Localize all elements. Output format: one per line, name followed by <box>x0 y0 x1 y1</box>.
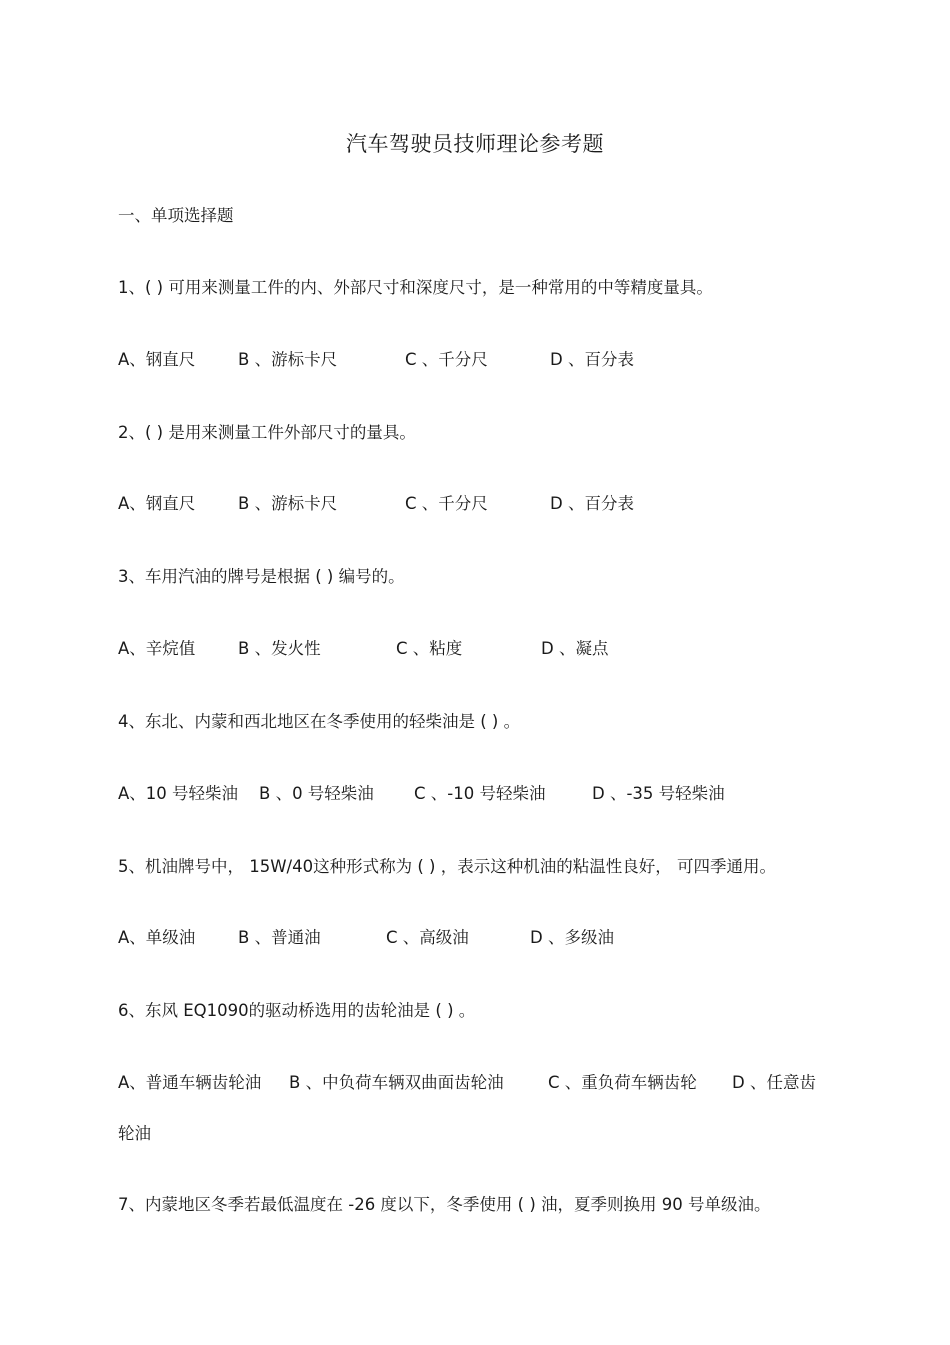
question-4: 4、东北、内蒙和西北地区在冬季使用的轻柴油是 ( ) 。 <box>118 712 521 731</box>
option-d: D 、凝点 <box>541 639 609 658</box>
option-b: B 、游标卡尺 <box>238 350 338 369</box>
question-3: 3、车用汽油的牌号是根据 ( ) 编号的。 <box>118 567 405 586</box>
option-a: A、单级油 <box>118 928 196 947</box>
question-6: 6、东风 EQ1090的驱动桥选用的齿轮油是 ( ) 。 <box>118 1001 476 1020</box>
question-5: 5、机油牌号中， 15W/40这种形式称为 ( ) ，表示这种机油的粘温性良好， 可四季通用。 <box>118 857 776 876</box>
option-a: A、普通车辆齿轮油 <box>118 1073 262 1092</box>
option-c: C 、-10 号轻柴油 <box>414 784 546 803</box>
option-a: A、辛烷值 <box>118 639 196 658</box>
question-1: 1、( ) 可用来测量工件的内、外部尺寸和深度尺寸，是一种常用的中等精度量具。 <box>118 278 713 297</box>
section-heading: 一、单项选择题 <box>118 206 234 225</box>
option-c: C 、千分尺 <box>405 494 488 513</box>
option-d: D 、百分表 <box>550 350 634 369</box>
document-title: 汽车驾驶员技师理论参考题 <box>346 132 604 156</box>
option-a: A、10 号轻柴油 <box>118 784 239 803</box>
option-b: B 、0 号轻柴油 <box>259 784 374 803</box>
option-b: B 、中负荷车辆双曲面齿轮油 <box>289 1073 504 1092</box>
option-d: D 、百分表 <box>550 494 634 513</box>
option-a: A、钢直尺 <box>118 350 196 369</box>
option-c: C 、重负荷车辆齿轮 <box>548 1073 697 1092</box>
question-7: 7、内蒙地区冬季若最低温度在 -26 度以下，冬季使用 ( ) 油，夏季则换用 90 号单级油。 <box>118 1195 771 1214</box>
option-d: D 、多级油 <box>530 928 614 947</box>
option-c: C 、粘度 <box>396 639 463 658</box>
question-2: 2、( ) 是用来测量工件外部尺寸的量具。 <box>118 423 416 442</box>
option-d: D 、任意齿 <box>732 1073 816 1092</box>
option-b: B 、发火性 <box>238 639 321 658</box>
question-6-continuation: 轮油 <box>118 1124 151 1143</box>
option-c: C 、千分尺 <box>405 350 488 369</box>
option-b: B 、普通油 <box>238 928 321 947</box>
option-a: A、钢直尺 <box>118 494 196 513</box>
option-b: B 、游标卡尺 <box>238 494 338 513</box>
option-d: D 、-35 号轻柴油 <box>592 784 725 803</box>
option-c: C 、高级油 <box>386 928 469 947</box>
